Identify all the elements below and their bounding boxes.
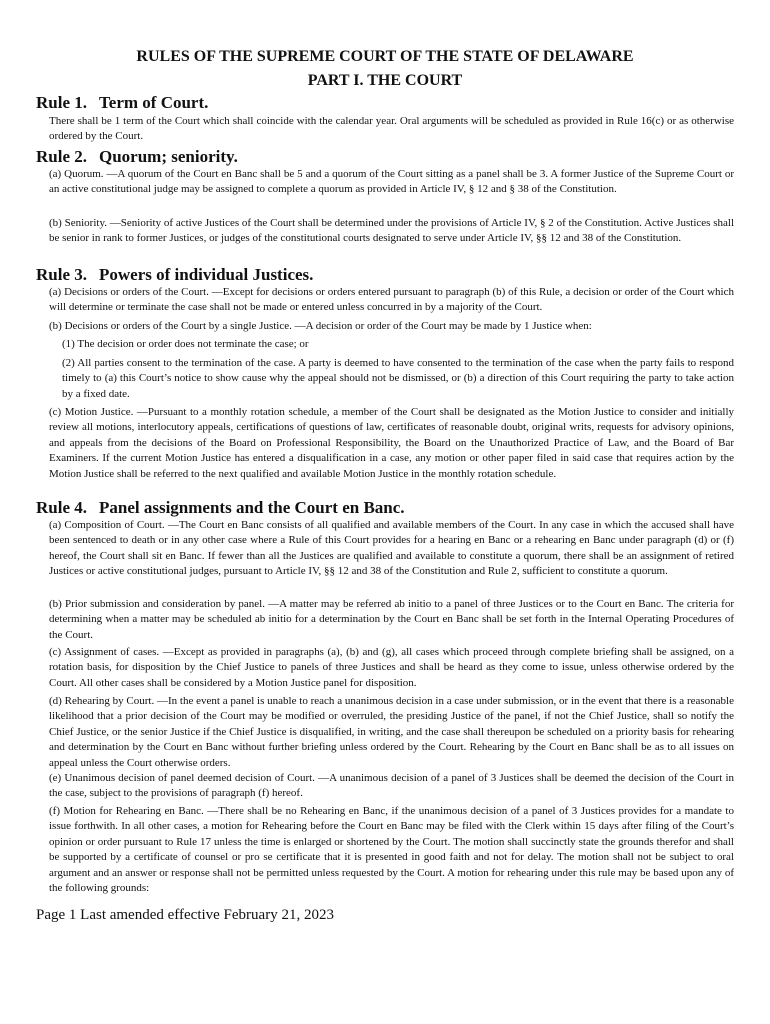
- rule-3-heading: [36, 264, 313, 286]
- rule-1-heading: [36, 92, 208, 114]
- rule-number: Rule 4.: [36, 498, 87, 517]
- rule-4c-paragraph: (c) Assignment of cases. —Except as provided in paragraphs (a), (b) and (g), all cases which proceed through complete briefing shall be assigned, on a rotation basis, for disposition by the Chief Justice to panels of three Justices and shall be heard as they come to issue, unless otherwise ordered by the Court. All other cases shall be considered by a Motion Justice panel for disposition.: [49, 646, 734, 689]
- rule-4e-paragraph: (e) Unanimous decision of panel deemed decision of Court. —A unanimous decision of a panel of 3 Justices shall be deemed the decision of the Court in the case, subject to the provisions of paragraph (f) hereof.: [49, 772, 734, 800]
- document-title: RULES OF THE SUPREME COURT OF THE STATE OF DELAWARE: [136, 48, 634, 65]
- rule-4b-paragraph: (b) Prior submission and consideration by panel. —A matter may be referred ab initio to a panel of three Justices or to the Court en Banc. The criteria for determining when a matter may be scheduled ab initio for a determination by the Court en Banc shall be set forth in the Internal Operating Procedures of the Court.: [49, 598, 734, 641]
- rule-2a-paragraph: (a) Quorum. —A quorum of the Court en Banc shall be 5 and a quorum of the Court sitting as a panel shall be 3. A former Justice of the Supreme Court or an active constitutional judge may be assigned to complete a quorum as provided in Article IV, § 12 and § 38 of the Constitution.: [49, 168, 734, 196]
- rule-4f-paragraph: (f) Motion for Rehearing en Banc. —There shall be no Rehearing en Banc, if the unanimous decision of a panel of 3 Justices provides for a mandate to issue forthwith. In all other cases, a motion for Rehearing before the Court en Banc may be filed with the Clerk within 15 days after filing of the Court’s opinion or order pursuant to Rule 17 unless the time is enlarged or shortened by the Court. The motion shall succinctly state the grounds therefor and shall be supported by a certificate of counsel or pro se certificate that it is presented in good faith and not for delay. The motion shall not be subject to oral argument and an answer or response shall not be permitted unless requested by the Court. A motion for rehearing under this rule may be based upon any of the following grounds:: [49, 805, 734, 895]
- rule-title: Term of Court.: [99, 93, 209, 112]
- part-title: PART I. THE COURT: [307, 72, 463, 89]
- rule-title: Panel assignments and the Court en Banc.: [99, 498, 405, 517]
- rule-1-paragraph: There shall be 1 term of the Court which shall coincide with the calendar year. Oral arguments will be scheduled as provided in Rule 16(c) or as otherwise ordered by the Court.: [49, 115, 734, 143]
- rule-3b2-paragraph: (2) All parties consent to the termination of the case. A party is deemed to have consented to the termination of the case when the party fails to respond timely to (a) this Court’s notice to show cause why the appeal should not be dismissed, or (b) a direction of this Court requiring the party to take action by a fixed date.: [62, 357, 734, 400]
- rule-number: Rule 2.: [36, 147, 87, 166]
- rule-3c-paragraph: (c) Motion Justice. —Pursuant to a monthly rotation schedule, a member of the Court shall be designated as the Motion Justice to consider and initially review all motions, interlocutory appeals, certifications of questions of law, certificates of reasonable doubt, original writs, requests for advisory opinions, and appeals from the decisions of the Board on Professional Responsibility, the Board on the Unauthorized Practice of Law, and the Board of Bar Examiners. If the current Motion Justice has entered a disqualification in a case, any motion or other paper filed in said case that requires action by the Motion Justice shall be referred to the next qualified and available Motion Justice in the monthly rotation schedule.: [49, 406, 734, 480]
- rule-4d-paragraph: (d) Rehearing by Court. —In the event a panel is unable to reach a unanimous decision in a case under submission, or in the event that there is a reasonable likelihood that a prior decision of the Court may be modified or overruled, the presiding Justice of the panel, if not the Chief Justice, shall so notify the Chief Justice, or the senior Justice if the Chief Justice is disqualified, in writing, and the case shall thereupon be scheduled on a priority basis for rehearing and determination by the Court en Banc without further briefing unless ordered by the Court. Rehearing by the Court en Banc shall be as to all issues on appeal unless the Court otherwise orders.: [49, 695, 734, 769]
- rule-2b-paragraph: (b) Seniority. —Seniority of active Justices of the Court shall be determined under the provisions of Article IV, § 2 of the Constitution. Active Justices shall be senior in rank to former Justices, or judges of the constitutional courts designated to serve under Article IV, §§ 12 and 38 of the Constitution.: [49, 217, 734, 245]
- rule-number: Rule 1.: [36, 93, 87, 112]
- rule-3a-paragraph: (a) Decisions or orders of the Court. —Except for decisions or orders entered pursuant to paragraph (b) of this Rule, a decision or order of the Court which will determine or terminate the case shall not be made or entered unless concurred in by a majority of the Court.: [49, 286, 734, 314]
- rule-4a-paragraph: (a) Composition of Court. —The Court en Banc consists of all qualified and available members of the Court. In any case in which the accused shall have been sentenced to death or in any other case where a Rule of this Court provides for a hearing en Banc or a rehearing en Banc under paragraph (d) or (f) hereof, the Court shall sit en Banc. If fewer than all the Justices are qualified and available to constitute a quorum, there shall be an assignment of retired Justices or active constitutional judges, pursuant to Article IV, §§ 12 and 38 of the Constitution and Rule 2, sufficient to constitute a quorum.: [49, 519, 734, 578]
- rule-title: Quorum; seniority.: [99, 147, 238, 166]
- rule-3b1-paragraph: (1) The decision or order does not terminate the case; or: [62, 338, 309, 350]
- rule-3b-paragraph: (b) Decisions or orders of the Court by a single Justice. —A decision or order of the Court may be made by 1 Justice when:: [49, 320, 592, 332]
- rule-number: Rule 3.: [36, 265, 87, 284]
- page-footer: Page 1 Last amended effective February 21, 2023: [36, 907, 334, 923]
- rule-2-heading: [36, 146, 238, 168]
- rule-title: Powers of individual Justices.: [99, 265, 314, 284]
- rule-4-heading: [36, 497, 405, 519]
